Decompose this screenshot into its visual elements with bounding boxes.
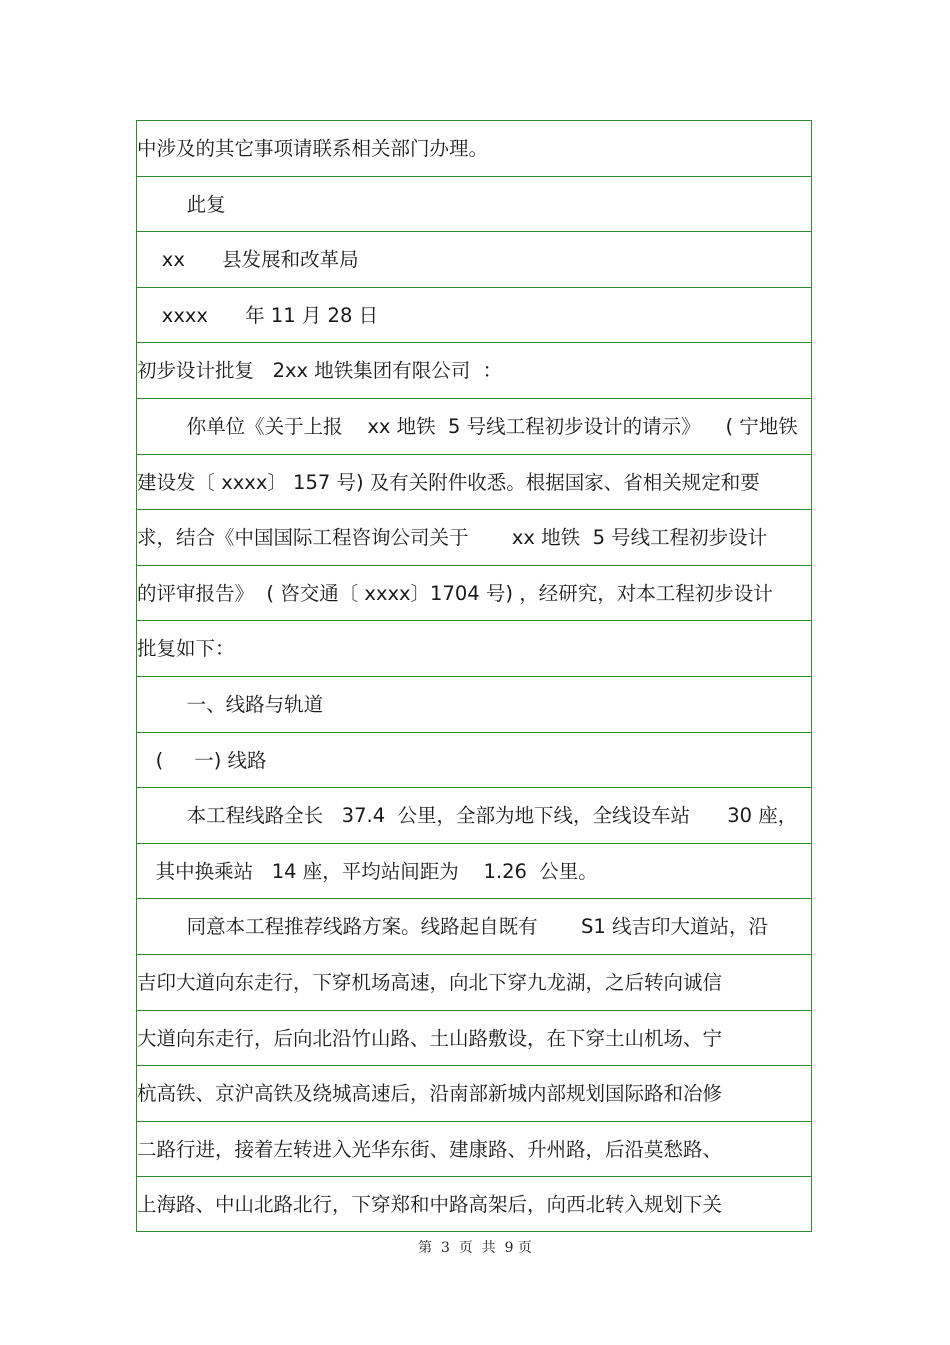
- text-line: [137, 955, 811, 1011]
- text-line: [137, 455, 811, 511]
- line-text: 你单位《关于上报 xx 地铁 5 号线工程初步设计的请示》 ( 宁地铁: [137, 415, 798, 438]
- line-text: 求，结合《中国国际工程咨询公司关于 xx 地铁 5 号线工程初步设计: [137, 526, 768, 550]
- line-text: 此复: [137, 192, 226, 216]
- text-line: [137, 343, 811, 399]
- line-text: 初步设计批复 2xx 地铁集团有限公司 ：: [137, 359, 503, 383]
- text-line: [137, 399, 811, 455]
- text-line: [137, 788, 811, 844]
- line-text: xx 县发展和改革局: [137, 248, 359, 272]
- text-line: [137, 1122, 811, 1178]
- line-text: xxxx 年 11 月 28 日: [137, 303, 379, 327]
- line-text: 中涉及的其它事项请联系相关部门办理。: [137, 137, 489, 160]
- text-line: [137, 232, 811, 288]
- line-text: 一、线路与轨道: [137, 693, 324, 716]
- page-footer: 第 3 页 共 9 页: [418, 1240, 532, 1256]
- line-text: 大道向东走行，后向北沿竹山路、土山路敷设，在下穿土山机场、宁: [137, 1026, 723, 1050]
- line-text: 本工程线路全长 37.4 公里，全部为地下线，全线设车站 30 座，: [137, 804, 798, 828]
- line-text: 上海路、中山北路北行，下穿郑和中路高架后，向西北转入规划下关: [137, 1193, 723, 1217]
- text-line: [137, 121, 811, 177]
- line-text: 吉印大道向东走行，下穿机场高速，向北下穿九龙湖，之后转向诚信: [137, 971, 723, 994]
- text-line: [137, 288, 811, 344]
- text-line: [137, 899, 811, 955]
- text-line: [137, 1177, 811, 1233]
- text-line: [137, 566, 811, 622]
- text-line: [137, 844, 811, 900]
- line-text: ( 一) 线路: [137, 748, 267, 772]
- text-line: [137, 177, 811, 233]
- line-text: 杭高铁、京沪高铁及绕城高速后，沿南部新城内部规划国际路和冶修: [137, 1082, 723, 1106]
- text-line: [137, 1066, 811, 1122]
- line-text: 批复如下：: [137, 637, 235, 661]
- line-text: 的评审报告》 ( 咨交通〔 xxxx〕1704 号) ，经研究，对本工程初步设计: [137, 581, 773, 605]
- text-line: [137, 677, 811, 733]
- line-text: 其中换乘站 14 座，平均站间距为 1.26 公里。: [137, 859, 598, 883]
- text-frame: [136, 120, 812, 1232]
- text-line: [137, 621, 811, 677]
- text-line: [137, 510, 811, 566]
- line-text: 建设发〔 xxxx〕 157 号) 及有关附件收悉。根据国家、省相关规定和要: [137, 470, 760, 494]
- text-line: [137, 733, 811, 789]
- text-line: [137, 1011, 811, 1067]
- line-text: 同意本工程推荐线路方案。线路起自既有 S1 线吉印大道站，沿: [137, 915, 768, 939]
- line-text: 二路行进，接着左转进入光华东街、建康路、升州路，后沿莫愁路、: [137, 1137, 723, 1161]
